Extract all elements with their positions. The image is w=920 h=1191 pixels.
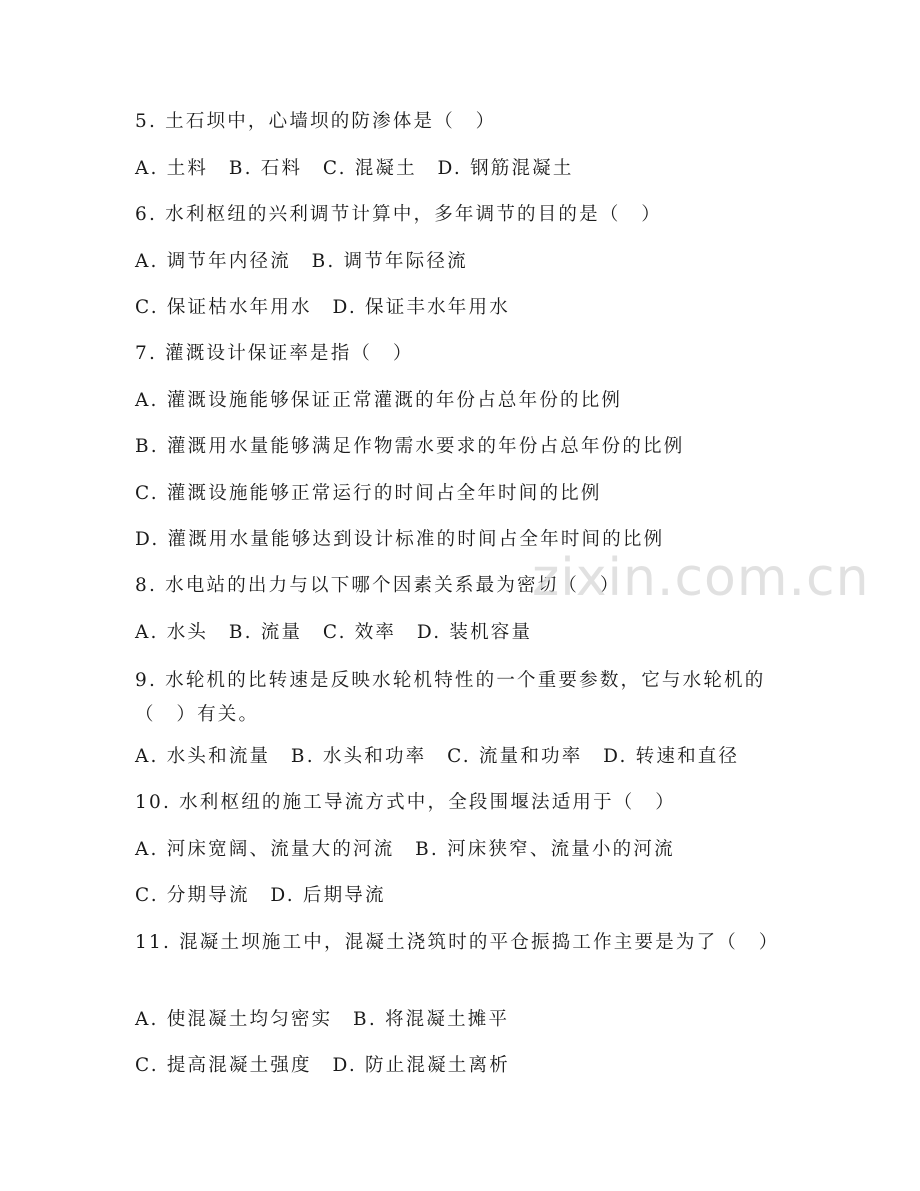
question-6: 6. 水利枢纽的兴利调节计算中，多年调节的目的是（ ） xyxy=(135,204,662,225)
question-5-options: A. 土料 B. 石料 C. 混凝土 D. 钢筋混凝土 xyxy=(135,158,574,179)
question-7: 7. 灌溉设计保证率是指（ ） xyxy=(135,343,414,364)
question-10: 10. 水利枢纽的施工导流方式中，全段围堰法适用于（ ） xyxy=(135,792,676,813)
question-5: 5. 土石坝中，心墙坝的防渗体是（ ） xyxy=(135,111,497,132)
question-11-options-cd: C. 提高混凝土强度 D. 防止混凝土离析 xyxy=(135,1055,510,1076)
question-8: 8. 水电站的出力与以下哪个因素关系最为密切（ ） xyxy=(135,575,621,596)
question-7-option-a: A. 灌溉设施能够保证正常灌溉的年份占总年份的比例 xyxy=(135,390,623,411)
question-11: 11. 混凝土坝施工中，混凝土浇筑时的平仓振捣工作主要是为了（ ） xyxy=(135,932,780,953)
question-7-option-b: B. 灌溉用水量能够满足作物需水要求的年份占总年份的比例 xyxy=(135,436,685,457)
question-11-options-ab: A. 使混凝土均匀密实 B. 将混凝土摊平 xyxy=(135,1009,510,1030)
question-6-options-ab: A. 调节年内径流 B. 调节年际径流 xyxy=(135,251,468,272)
question-8-options: A. 水头 B. 流量 C. 效率 D. 装机容量 xyxy=(135,622,533,643)
question-7-option-d: D. 灌溉用水量能够达到设计标准的时间占全年时间的比例 xyxy=(135,529,665,550)
question-6-options-cd: C. 保证枯水年用水 D. 保证丰水年用水 xyxy=(135,297,510,318)
question-10-options-ab: A. 河床宽阔、流量大的河流 B. 河床狭窄、流量小的河流 xyxy=(135,839,675,860)
site-watermark: zixin.com.cn xyxy=(532,548,870,608)
question-9: 9. 水轮机的比转速是反映水轮机特性的一个重要参数，它与水轮机的（ ）有关。 xyxy=(135,670,766,725)
question-10-options-cd: C. 分期导流 D. 后期导流 xyxy=(135,885,386,906)
question-9-options: A. 水头和流量 B. 水头和功率 C. 流量和功率 D. 转速和直径 xyxy=(135,746,740,767)
question-7-option-c: C. 灌溉设施能够正常运行的时间占全年时间的比例 xyxy=(135,483,602,504)
